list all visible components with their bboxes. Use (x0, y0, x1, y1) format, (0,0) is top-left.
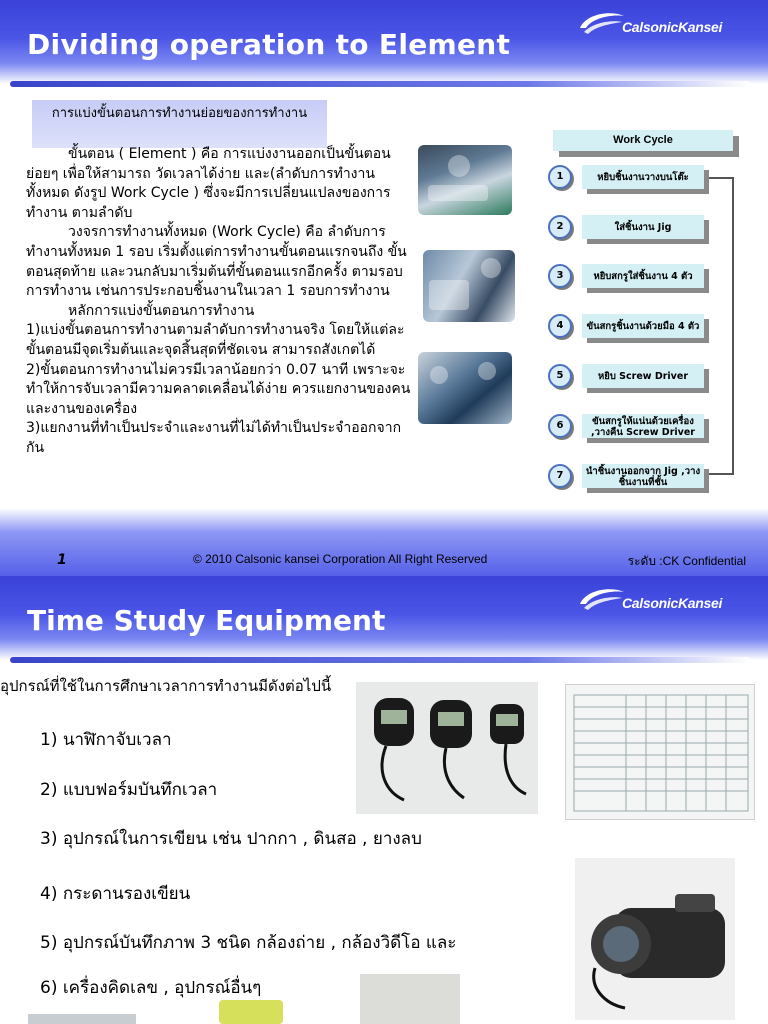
logo-text: CalsonicKansei (622, 595, 723, 611)
equipment-item: 4) กระดานรองเขียน (40, 884, 191, 904)
logo-text: CalsonicKansei (622, 19, 723, 35)
equipment-item: 6) เครื่องคิดเลข , อุปกรณ์อื่นๆ (40, 978, 262, 998)
step-label: นำชิ้นงานออกจาก Jig ,วางชิ้นงานที่ชั้น (582, 464, 704, 488)
video-camera-photo (575, 858, 735, 1020)
stopwatch-icon (356, 682, 538, 814)
calculator-photo (360, 974, 460, 1024)
work-cycle-step (548, 165, 728, 189)
step-number: 3 (548, 264, 572, 288)
step-label: หยิบชิ้นงานวางบนโต๊ะ (582, 165, 704, 189)
step-number: 6 (548, 414, 572, 438)
step-number: 7 (548, 464, 572, 488)
body-text (26, 145, 416, 459)
equipment-item: 2) แบบฟอร์มบันทึกเวลา (40, 780, 218, 800)
step-label: หยิบสกรูใส่ชิ้นงาน 4 ตัว (582, 264, 704, 288)
factory-photo-2 (423, 250, 515, 322)
step-number: 4 (548, 314, 572, 338)
video-camera-icon (575, 858, 735, 1020)
work-cycle-step (548, 314, 728, 338)
paragraph-element-definition: ขั้นตอน ( Element ) คือ การแบ่งงานออกเป็นขั้นตอนย่อยๆ เพื่อให้สามารถ วัดเวลาได้ง่าย และ(ลำดับการทำงานทั้งหมด ดังรูป Work Cycle ) ซึ่งจะมีการเปลี่ยนแปลงของการทำงาน ตามลำดับ (26, 146, 391, 221)
step-label: ขันสกรูชิ้นงานด้วยมือ 4 ตัว (582, 314, 704, 338)
work-cycle-step (548, 364, 728, 388)
copyright-text: © 2010 Calsonic kansei Corporation All Right Reserved (193, 552, 488, 566)
step-number: 2 (548, 215, 572, 239)
work-cycle-step (548, 414, 728, 438)
step-label: ใส่ชิ้นงาน Jig (582, 215, 704, 239)
step-label: ขันสกรูให้แน่นด้วยเครื่อง ,วางคืน Screw Driver (582, 414, 704, 438)
paragraph-principles-heading: หลักการแบ่งขั้นตอนการทำงาน (68, 302, 255, 319)
calsonic-kansei-logo (576, 8, 746, 42)
work-cycle-step (548, 464, 728, 488)
page-number: 1 (57, 552, 67, 568)
stopwatch-photo (356, 682, 538, 814)
logo-swoosh-icon (576, 8, 626, 38)
time-record-form-photo (565, 684, 755, 820)
confidential-label: ระดับ :CK Confidential (627, 554, 746, 568)
form-grid-icon (566, 685, 756, 821)
equipment-item: 1) นาฬิกาจับเวลา (40, 730, 172, 750)
equipment-lead-text: อุปกรณ์ที่ใช้ในการศึกษาเวลาการทำงานมีดังต่อไปนี้ (0, 677, 332, 695)
slide-title: Dividing operation to Element (27, 28, 511, 61)
logo-swoosh-icon (576, 584, 626, 614)
principle-2: 2)ขั้นตอนการทำงานไม่ควรมีเวลาน้อยกว่า 0.07 นาที เพราะจะทำให้การจับเวลามีความคลาดเคลื่อนได้ง่าย ควรแยกงานของคนและงานของเครื่อง (26, 361, 411, 417)
slide-header (0, 0, 768, 84)
step-label: หยิบ Screw Driver (582, 364, 704, 388)
header-divider (10, 81, 750, 87)
work-cycle-title: Work Cycle (553, 130, 733, 151)
work-cycle-step (548, 215, 728, 239)
calsonic-kansei-logo (576, 584, 746, 618)
equipment-item: 5) อุปกรณ์บันทึกภาพ 3 ชนิด กล้องถ่าย , กล้องวิดีโอ และ (40, 933, 457, 953)
step-number: 5 (548, 364, 572, 388)
slide-header (0, 576, 768, 660)
extra-equipment-photo (28, 1014, 136, 1024)
paragraph-work-cycle-definition: วงจรการทำงานทั้งหมด (Work Cycle) คือ ลำดับการทำงานทั้งหมด 1 รอบ เริ่มตั้งแต่การทำงานขั้นตอนแรกจนถึง ขั้นตอนสุดท้าย และวนกลับมาเริ่มต้นที่ขั้นตอนแรกอีกครั้ง ตามรอบการทำงาน เช่นการประกอบชิ้นงานในเวลา 1 รอบการทำงาน (26, 224, 407, 300)
slide-title: Time Study Equipment (27, 604, 386, 637)
clipboard-photo (219, 1000, 283, 1024)
work-cycle-step (548, 264, 728, 288)
step-number: 1 (548, 165, 572, 189)
slide-footer (0, 508, 768, 576)
principle-3: 3)แยกงานที่ทำเป็นประจำและงานที่ไม่ได้ทำเป็นประจำออกจากกัน (26, 420, 402, 456)
factory-photo-3 (418, 352, 512, 424)
header-divider (10, 657, 750, 663)
principle-1: 1)แบ่งขั้นตอนการทำงานตามลำดับการทำงานจริง โดยให้แต่ละขั้นตอนมีจุดเริ่มต้นและจุดสิ้นสุดที่ชัดเจน สามารถสังเกตได้ (26, 322, 405, 358)
equipment-item: 3) อุปกรณ์ในการเขียน เช่น ปากกา , ดินสอ , ยางลบ (40, 829, 422, 849)
factory-photo-1 (418, 145, 512, 215)
subtitle-box: การแบ่งขั้นตอนการทำงานย่อยของการทำงาน (32, 100, 327, 148)
